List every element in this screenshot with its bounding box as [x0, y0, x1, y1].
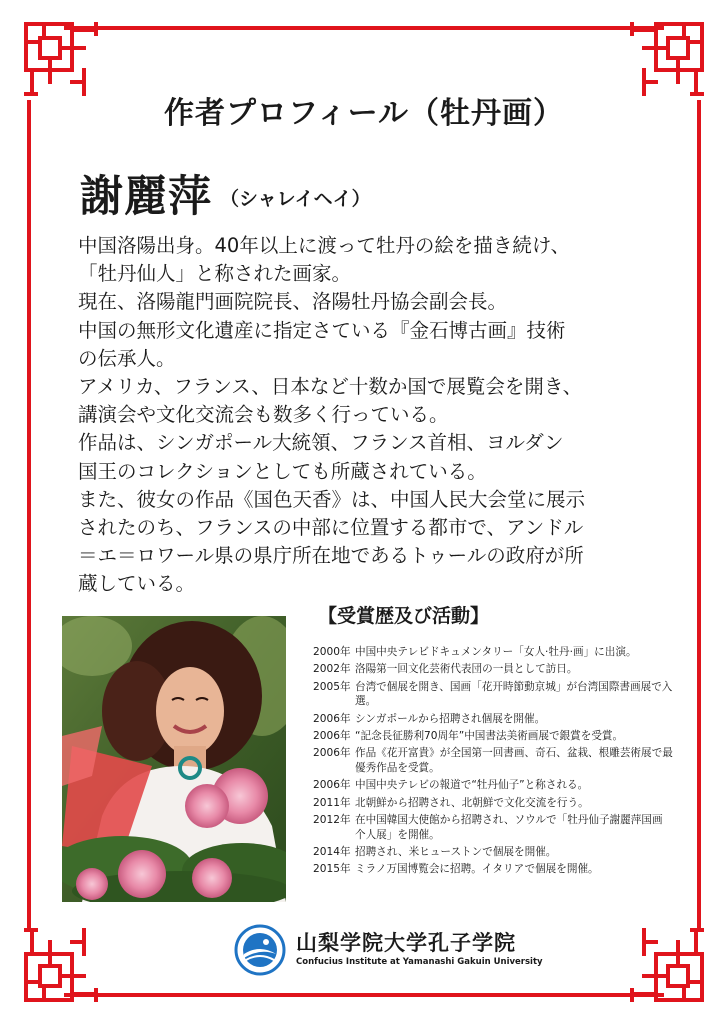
award-item: [313, 712, 673, 727]
award-text: ミラノ万国博覧会に招聘。イタリアで個展を開催。: [355, 863, 599, 876]
award-text: 作品《花开富貴》が全国第一回書画、奇石、盆栽、根雕芸術展で最優秀作品を受賞。: [355, 747, 673, 775]
bio-line: 中国洛陽出身。40年以上に渡って牡丹の絵を描き続け、: [78, 234, 571, 257]
institute-emblem-icon: [234, 924, 286, 976]
award-year: 2006年: [313, 779, 351, 792]
frame-bottom-line: [64, 993, 664, 997]
institute-name-en: Confucius Institute at Yamanashi Gakuin University: [296, 957, 543, 967]
corner-ornament-bottom-right: [622, 920, 706, 1004]
award-item: [313, 813, 673, 843]
award-year: 2014年: [313, 846, 351, 859]
corner-ornament-bottom-left: [22, 920, 106, 1004]
award-item: [313, 746, 673, 776]
awards-list: [313, 645, 673, 880]
award-item: [313, 645, 673, 660]
bio-line: 現在、洛陽龍門画院院長、洛陽牡丹協会副会長。: [78, 290, 508, 314]
bio-line: 「牡丹仙人」と称された画家。: [78, 262, 352, 286]
award-text: シンガポールから招聘され個展を開催。: [355, 712, 546, 725]
award-year: 2012年: [313, 813, 351, 826]
institute-logo: [234, 924, 543, 980]
award-year: 2000年: [313, 646, 351, 658]
award-item: [313, 680, 673, 710]
award-year: 2005年: [313, 680, 351, 693]
bio-line: また、彼女の作品《国色天香》は、中国人民大会堂に展示: [78, 487, 586, 511]
institute-name-jp: 山梨学院大学孔子学院: [296, 931, 516, 955]
artist-biography: [78, 232, 678, 599]
bio-line: 中国の無形文化遺産に指定さている『金石博古画』技術: [78, 318, 566, 342]
artist-name: 謝麗萍: [80, 172, 212, 222]
bio-line: の伝承人。: [78, 346, 176, 370]
bio-line: 国王のコレクションとしても所蔵されている。: [78, 459, 487, 483]
bio-line: されたのち、フランスの中部に位置する都市で、アンドル: [78, 516, 584, 540]
award-text: 在中国韓国大使館から招聘され、ソウルで「牡丹仙子謝麗萍国画个人展」を開催。: [355, 813, 663, 841]
award-item: [313, 845, 673, 860]
award-year: 2006年: [313, 729, 351, 742]
award-year: 2002年: [313, 663, 351, 676]
award-year: 2006年: [313, 712, 351, 725]
artist-photo: [62, 616, 286, 902]
awards-heading: 【受賞歴及び活動】: [318, 605, 490, 627]
bio-line: 講演会や文化交流会も数多く行っている。: [78, 403, 449, 427]
frame-left-line: [27, 100, 31, 930]
award-year: 2015年: [313, 863, 351, 876]
artist-name-reading: （シャレイヘイ）: [220, 188, 371, 210]
frame-top-line: [64, 26, 664, 30]
award-item: [313, 778, 673, 793]
bio-line: 蔵している。: [78, 572, 196, 596]
award-item: [313, 729, 673, 744]
award-year: 2011年: [313, 796, 351, 809]
award-year: 2006年: [313, 747, 351, 760]
bio-line: ＝エ＝ロワール県の県庁所在地であるトゥールの政府が所: [78, 544, 584, 568]
award-item: [313, 796, 673, 811]
award-item: [313, 662, 673, 677]
award-item: [313, 862, 673, 877]
artist-name-row: [80, 163, 371, 224]
award-text: 招聘され、米ヒューストンで個展を開催。: [355, 846, 557, 859]
award-text: 洛陽第一回文化芸術代表団の一員として訪日。: [355, 663, 578, 676]
page-title: 作者プロフィール（牡丹画）: [164, 96, 564, 131]
bio-line: 作品は、シンガポール大統領、フランス首相、ヨルダン: [78, 431, 564, 455]
bio-line: アメリカ、フランス、日本など十数か国で展覧会を開き、: [78, 375, 583, 399]
frame-right-line: [697, 100, 701, 930]
award-text: 中国中央テレビドキュメンタリー「女人·牡丹·画」に出演。: [355, 646, 637, 658]
award-text: 台湾で個展を開き、国画「花开時節動京城」が台湾国際書画展で入選。: [355, 680, 673, 708]
award-text: 北朝鮮から招聘され、北朝鮮で文化交流を行う。: [355, 796, 589, 809]
award-text: 中国中央テレビの報道で“牡丹仙子”と称される。: [355, 779, 589, 792]
award-text: “記念長征勝利70周年”中国書法美術画展で銀賞を受賞。: [355, 729, 624, 742]
